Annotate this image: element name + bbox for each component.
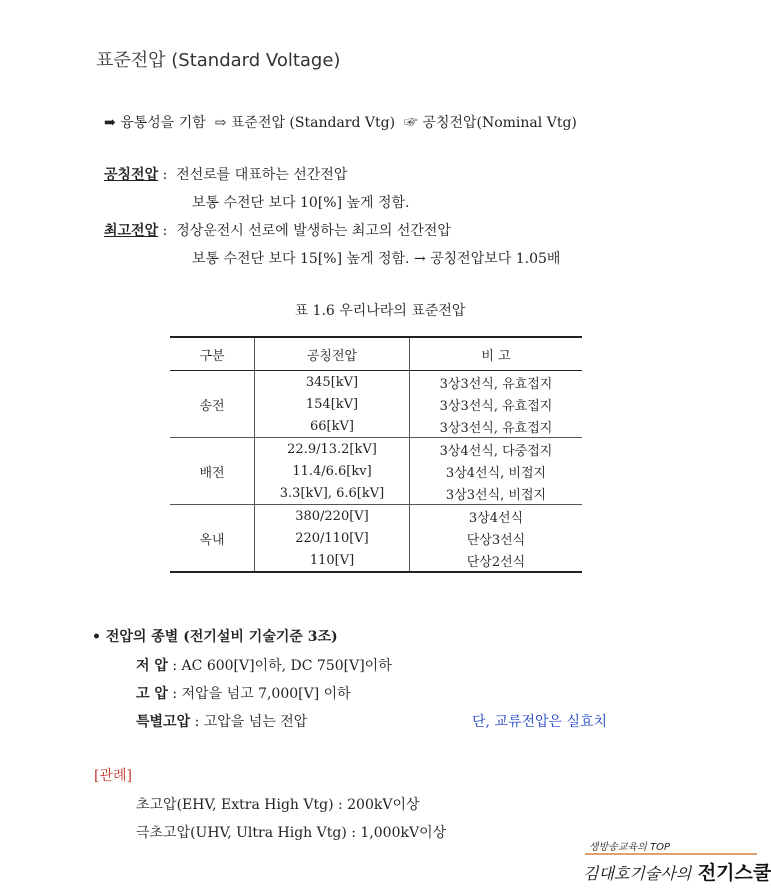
def-term: 최고전압 [104, 223, 159, 239]
header-category: 구분 [170, 337, 255, 371]
def-line1: 정상운전시 선로에 발생하는 최고의 선간전압 [176, 223, 451, 239]
voltage-cell: 154[kV] [255, 393, 410, 415]
voltage-cell: 220/110[V] [255, 527, 410, 549]
header-nominal: 공칭전압 [255, 337, 410, 371]
special-text: : 고압을 넘는 전압 [194, 714, 308, 730]
hollow-arrow-icon: ⇨ [214, 115, 227, 131]
high-text: : 저압을 넘고 7,000[V] 이하 [172, 686, 351, 702]
group-cell: 옥내 [170, 505, 255, 573]
voltage-cell: 380/220[V] [255, 505, 410, 528]
voltage-cell: 22.9/13.2[kV] [255, 438, 410, 461]
watermark-tagline: 생방송교육의 TOP [588, 842, 670, 853]
voltage-cell: 66[kV] [255, 415, 410, 438]
def-line2: 보통 수전단 보다 15[%] 높게 정함. → 공칭전압보다 1.05배 [192, 251, 561, 267]
special-label: 특별고압 [136, 714, 191, 730]
high-label: 고 압 [136, 686, 168, 702]
remark-cell: 3상4선식, 다중접지 [439, 443, 553, 459]
group-cell: 배전 [170, 438, 255, 505]
related-label: [관례] [94, 768, 132, 784]
watermark-logo [583, 858, 771, 885]
watermark-underline [585, 853, 757, 855]
special-voltage-line [136, 711, 307, 731]
remark-cell: 단상3선식 [466, 532, 526, 548]
def-line2: 보통 수전단 보다 10[%] 높게 정함. [192, 195, 410, 211]
remark-cell: 3상4선식 [468, 510, 524, 526]
voltage-cell: 110[V] [255, 549, 410, 572]
low-label: 저 압 [136, 658, 168, 674]
table-caption: 표 1.6 우리나라의 표준전압 [294, 303, 466, 319]
ehv-line: 초고압(EHV, Extra High Vtg) : 200kV이상 [136, 797, 420, 813]
low-text: : AC 600[V]이하, DC 750[V]이하 [172, 658, 392, 674]
uhv-line: 극초고압(UHV, Ultra High Vtg) : 1,000kV이상 [136, 825, 447, 841]
voltage-cell: 345[kV] [255, 371, 410, 394]
remark-cell: 3상3선식, 유효접지 [439, 376, 553, 392]
low-voltage-line [136, 655, 392, 675]
def-max [104, 220, 451, 240]
classes-heading-line [92, 626, 338, 646]
remark-cell: 단상2선식 [410, 549, 583, 572]
voltage-cell: 11.4/6.6[kv] [255, 460, 410, 482]
bullet-icon: • [92, 629, 101, 645]
page-title: 표준전압 (Standard Voltage) [96, 50, 341, 71]
flow-c: 공칭전압(Nominal Vtg) [422, 115, 577, 131]
rms-note: 단, 교류전압은 실효치 [472, 714, 608, 730]
table-row [170, 505, 582, 528]
arrow-icon: ➡ [104, 115, 116, 131]
def-nominal [104, 164, 347, 184]
table-row [170, 438, 582, 461]
header-remark: 비 고 [410, 337, 583, 371]
table-row [170, 371, 582, 394]
def-colon: : [162, 167, 168, 183]
remark-cell: 3상3선식, 유효접지 [439, 398, 553, 414]
watermark-brand: 전기스쿨 [697, 862, 771, 884]
def-line1: 전선로를 대표하는 선간전압 [176, 167, 348, 183]
flow-a: 융통성을 기함 [120, 115, 206, 131]
voltage-cell: 3.3[kV], 6.6[kV] [255, 482, 410, 505]
flow-b: 표준전압 (Standard Vtg) [230, 115, 396, 131]
watermark-name: 김대호기술사의 [583, 864, 692, 883]
remark-cell: 3상3선식, 유효접지 [410, 415, 583, 438]
standard-voltage-table [170, 336, 582, 573]
high-voltage-line [136, 683, 351, 703]
pointing-hand-icon: ☞ [403, 115, 418, 131]
group-cell: 송전 [170, 371, 255, 438]
def-term: 공칭전압 [104, 167, 159, 183]
classes-heading: 전압의 종별 (전기설비 기술기준 3조) [105, 629, 338, 645]
remark-cell: 3상3선식, 비접지 [410, 482, 583, 505]
remark-cell: 3상4선식, 비접지 [445, 465, 547, 481]
def-colon: : [162, 223, 168, 239]
flow-line [104, 112, 577, 132]
